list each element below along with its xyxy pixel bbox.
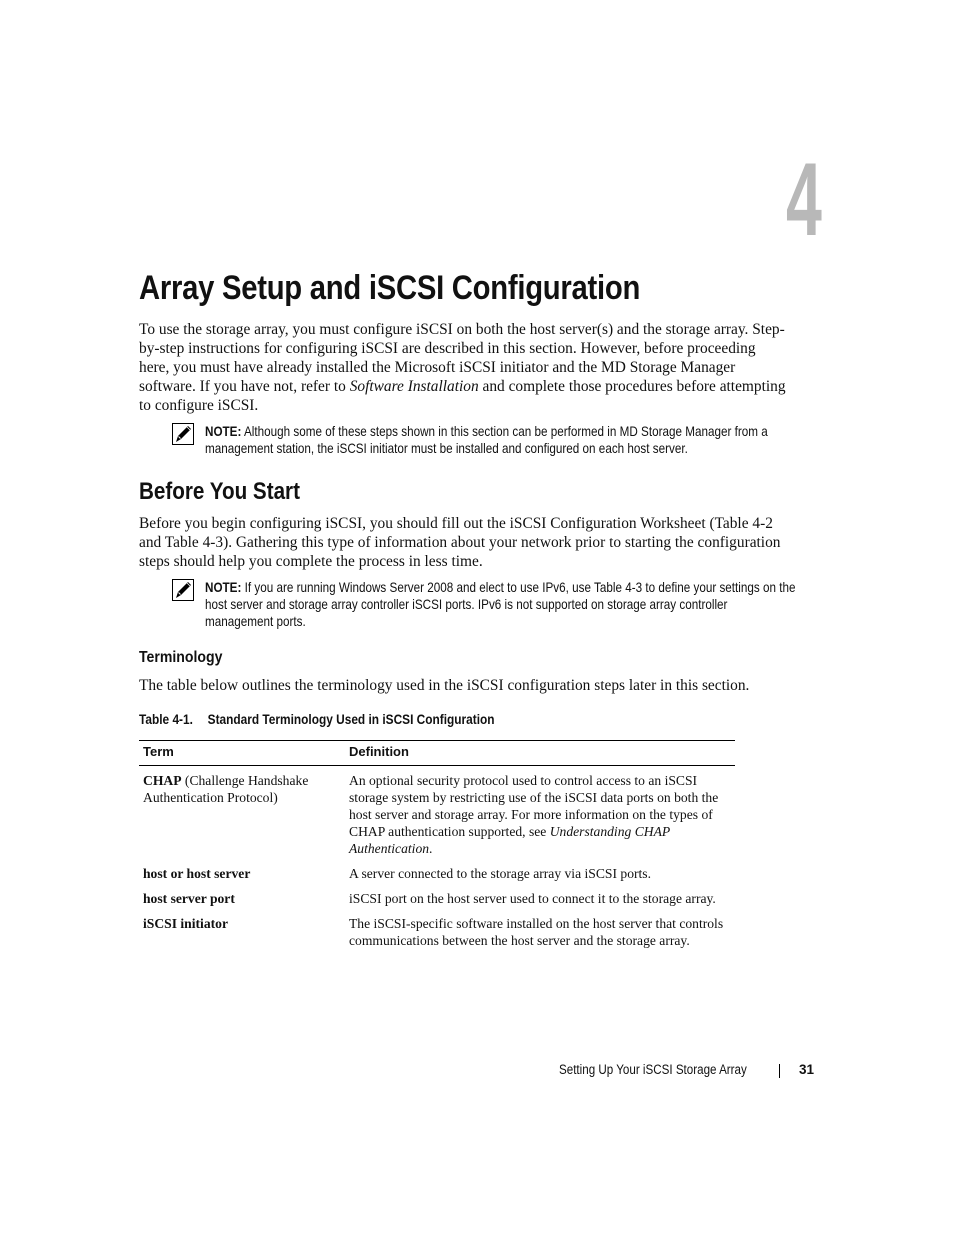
definition-cell: The iSCSI-specific software installed on the host server that controls communications between the host server and the storage array.	[349, 916, 724, 948]
definition-end: .	[429, 841, 433, 856]
note-label: NOTE:	[205, 580, 242, 595]
page-number: 31	[799, 1062, 815, 1077]
table-header-row	[139, 741, 735, 766]
chapter-number: 4	[786, 142, 822, 258]
note-block-1	[172, 423, 792, 457]
term-cell	[139, 865, 345, 890]
definition-text: An optional security protocol used to control access to an iSCSI storage system by restricting use of the iSCSI data ports on both the host server and storage array. For more information on the types of CHAP authentication supported, see	[349, 773, 719, 839]
table-number: Table 4-1.	[139, 712, 193, 727]
table-row	[139, 766, 735, 866]
term-name: iSCSI initiator	[143, 916, 228, 931]
note-label: NOTE:	[205, 424, 242, 439]
definition-cell: iSCSI port on the host server used to connect it to the storage array.	[349, 891, 716, 906]
term-cell	[139, 890, 345, 915]
term-name: host or host server	[143, 866, 251, 881]
footer-divider	[779, 1064, 780, 1078]
table-title: Standard Terminology Used in iSCSI Configuration	[207, 712, 495, 727]
pencil-note-icon	[172, 423, 194, 445]
intro-text-2: and complete those procedures before attempting to configure iSCSI.	[139, 378, 786, 414]
note-block-2	[172, 579, 796, 630]
term-name: host server port	[143, 891, 235, 906]
term-cell	[139, 766, 345, 866]
intro-paragraph	[139, 320, 789, 415]
terminology-table	[139, 740, 735, 957]
term-cell	[139, 915, 345, 957]
table-row	[139, 865, 735, 890]
table-row	[139, 915, 735, 957]
definition-reference: Understanding CHAP Authentication	[349, 824, 670, 856]
subsection-heading: Terminology	[139, 649, 223, 666]
intro-text-1: To use the storage array, you must configure iSCSI on both the host server(s) and the storage array. Step-by-step instructions for configuring iSCSI are described in this section. However, before proceeding here, you must have already installed the Microsoft iSCSI initiator and the MD Storage Manager software. If you have not, refer to	[139, 321, 785, 395]
note-text: Although some of these steps shown in this section can be performed in MD Storage Manager from a management station, the iSCSI initiator must be installed and configured on each host server.	[205, 424, 768, 456]
pencil-note-icon	[172, 579, 194, 601]
section-paragraph: Before you begin configuring iSCSI, you should fill out the iSCSI Configuration Worksheet (Table 4-2 and Table 4-3). Gathering this type of information about your network prior to starting the configuration steps should help you complete the process in less time.	[139, 515, 781, 570]
term-name: CHAP	[143, 773, 182, 788]
column-header-term: Term	[139, 741, 345, 766]
note-text: If you are running Windows Server 2008 and elect to use IPv6, use Table 4-3 to define your settings on the host server and storage array controller iSCSI ports. IPv6 is not supported on storage array controller management ports.	[205, 580, 796, 629]
page-title: Array Setup and iSCSI Configuration	[139, 269, 641, 307]
table-caption	[139, 712, 495, 727]
intro-reference: Software Installation	[349, 378, 479, 395]
page-footer	[559, 1062, 815, 1077]
column-header-definition: Definition	[345, 741, 735, 766]
definition-cell: A server connected to the storage array via iSCSI ports.	[349, 866, 651, 881]
subsection-paragraph: The table below outlines the terminology used in the iSCSI configuration steps later in this section.	[139, 677, 750, 694]
footer-title: Setting Up Your iSCSI Storage Array	[559, 1062, 747, 1077]
table-row	[139, 890, 735, 915]
term-expansion: (Challenge Handshake Authentication Protocol)	[143, 773, 309, 805]
section-heading: Before You Start	[139, 478, 300, 505]
definition-cell	[345, 766, 735, 866]
